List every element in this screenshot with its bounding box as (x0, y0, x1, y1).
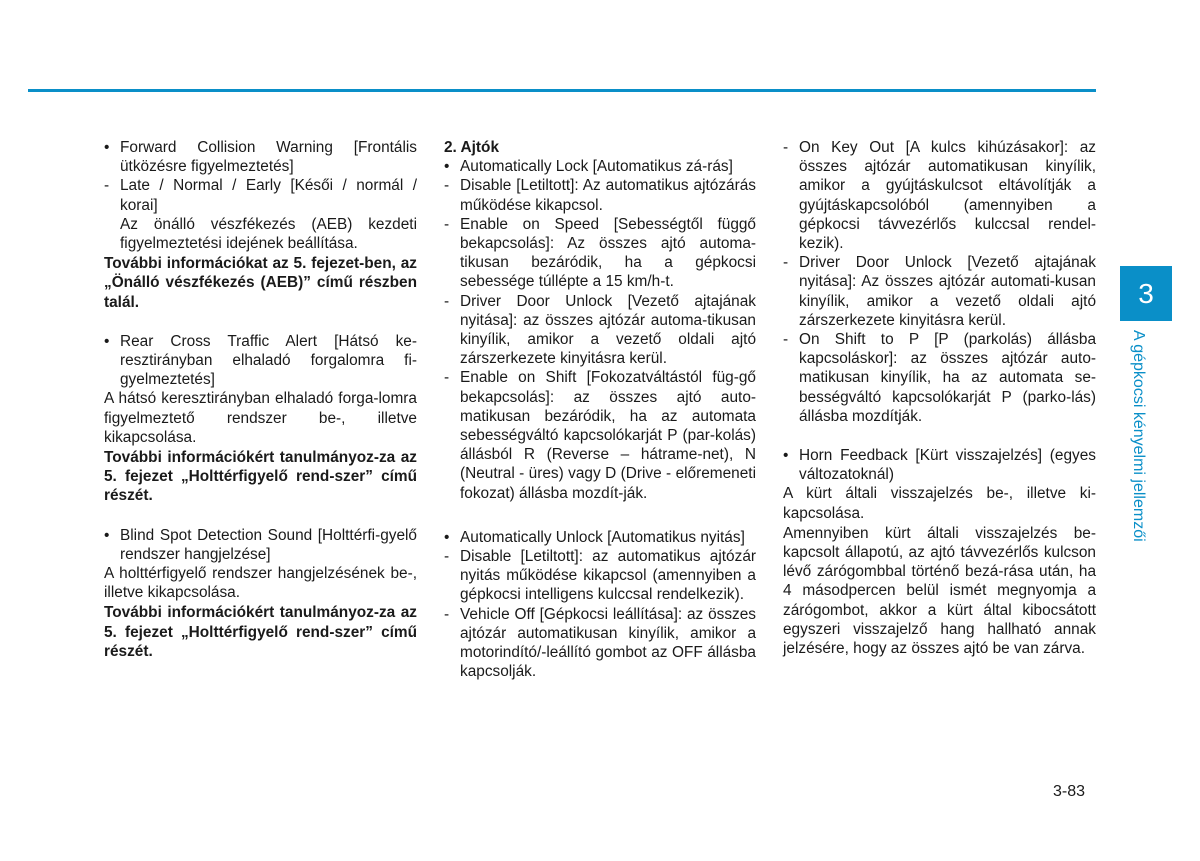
section-heading: 2. Ajtók (444, 139, 500, 156)
sub-item (783, 330, 1096, 426)
item-text: Automatically Unlock [Automatikus nyitás] (460, 528, 745, 546)
sub-item (444, 547, 756, 605)
header-rule (28, 89, 1096, 92)
item-text: Enable on Shift [Fokozatváltástól füg-gő bekapcsolás]: az összes ajtó auto-matikusan bezáródik, ha az automata sebességváltó kapcsolókarját P (par-kolás) állásból R (Reverse – hátrame-net), N (Neutral - üres) vagy D (Drive - előremeneti fokozat) állásba mozdít-ják. (460, 369, 756, 502)
chapter-title-vertical: A gépkocsi kényelmi jellemzői (1130, 330, 1147, 542)
item-text: Forward Collision Warning [Frontális ütközésre figyelmeztetés] (120, 139, 417, 176)
paragraph: A kürt általi visszajelzés be-, illetve ki-kapcsolása. (783, 485, 1096, 522)
dash: - (444, 177, 450, 195)
reference-note: További információkat az 5. fejezet-ben, az „Önálló vészfékezés (AEB)” című részben talál. (104, 255, 417, 311)
item-text: Automatically Lock [Automatikus zá-rás] (460, 158, 733, 176)
item-text: Enable on Speed [Sebességtől függő bekapcsolás]: Az összes ajtó automa-tikusan bezáródik, ha a gépkocsi sebessége túllépte a 15 km/h-t. (460, 215, 756, 291)
page-number: 3-83 (1053, 783, 1086, 800)
dash: - (783, 331, 789, 349)
sub-item (444, 292, 756, 369)
chapter-number-tab: 3 (1120, 266, 1172, 321)
item-description: A holttérfigyelő rendszer hangjelzésének be-, illetve kikapcsolása. (104, 565, 417, 602)
sub-item (444, 215, 756, 292)
list-item (104, 526, 417, 564)
dash: - (444, 292, 450, 310)
sub-item (444, 605, 756, 682)
item-text: Driver Door Unlock [Vezető ajtajának nyitása]: az összes ajtózár automa-tikusan kinyílik, amikor a vezető oldali ajtó zárszerkezete kinyitásra kerül. (460, 292, 756, 368)
dash: - (104, 177, 110, 195)
item-text: Blind Spot Detection Sound [Holttérfi-gyelő rendszer hangjelzése] (120, 526, 417, 563)
bullet: • (444, 158, 450, 176)
item-text: Rear Cross Traffic Alert [Hátsó ke-resztirányban elhaladó forgalomra fi-gyelmeztetés] (120, 332, 417, 389)
item-description: Az önálló vészfékezés (AEB) kezdeti figyelmeztetési idejének beállítása. (120, 215, 417, 253)
item-description: A hátsó keresztirányban elhaladó forga-lomra figyelmeztető rendszer be-, illetve kikapcsolása. (104, 390, 417, 446)
column-2 (444, 138, 756, 681)
dash: - (444, 215, 450, 233)
paragraph: Amennyiben kürt általi visszajelzés be-kapcsolt állapotú, az ajtó távvezérlős kulcson lévő zárógombbal történő bezá-rása után, ha 4 másodpercen belül ismét megnyomja a zárógombot, akkor a kürt által kibocsátott egyszeri visszajelző hang hallható annak jelzésére, hogy az összes ajtó be van zárva. (783, 524, 1096, 658)
list-item (444, 528, 756, 547)
bullet: • (783, 447, 789, 465)
dash: - (444, 369, 450, 387)
bullet: • (444, 528, 450, 546)
bullet: • (104, 332, 110, 350)
bullet: • (104, 139, 110, 156)
reference-note: További információkért tanulmányoz-za az 5. fejezet „Holttérfigyelő rend-szer” című részét. (104, 449, 417, 505)
dash: - (783, 139, 789, 156)
sub-item (104, 176, 417, 214)
item-text: On Key Out [A kulcs kihúzásakor]: az összes ajtózár automatikusan kinyílik, amikor a gyújtáskulcsot eltávolítják a gyújtáskapcsolóból (amennyiben a gépkocsi távvezérlős kulccsal rendel-kezik). (799, 139, 1096, 253)
list-item (444, 157, 756, 176)
list-item (104, 332, 417, 390)
sub-item (444, 176, 756, 214)
item-text: Disable [Letiltott]: Az automatikus ajtózárás működése kikapcsol. (460, 177, 756, 214)
dash: - (783, 254, 789, 272)
item-text: Horn Feedback [Kürt visszajelzés] (egyes változatoknál) (799, 447, 1096, 484)
dash: - (444, 548, 450, 566)
bullet: • (104, 526, 110, 544)
column-1 (104, 138, 417, 661)
sub-item (444, 368, 756, 502)
list-item (104, 138, 417, 176)
list-item (783, 446, 1096, 484)
sub-item (783, 253, 1096, 330)
sub-item (783, 138, 1096, 253)
item-text: Driver Door Unlock [Vezető ajtajának nyitása]: Az összes ajtózár automati-kusan kinyílik, amikor a vezető oldali ajtó zárszerkezete kinyitásra kerül. (799, 254, 1096, 329)
item-text: On Shift to P [P (parkolás) állásba kapcsoláskor]: az összes ajtózár auto-matikusan kinyílik, ha az automata se-bességváltó kapcsolókarját P (parko-lás) állásba mozdítják. (799, 331, 1096, 425)
item-text: Disable [Letiltott]: az automatikus ajtózár nyitás működése kikapcsol (amennyiben a gépkocsi intelligens kulccsal rendelkezik). (460, 548, 756, 604)
item-text: Vehicle Off [Gépkocsi leállítása]: az összes ajtózár automatikusan kinyílik, amikor a motorindító/-leállító gombot az OFF állásba kapcsolják. (460, 605, 756, 681)
item-text: Late / Normal / Early [Késői / normál / korai] (120, 177, 417, 214)
dash: - (444, 605, 450, 623)
reference-note: További információkért tanulmányoz-za az 5. fejezet „Holttérfigyelő rend-szer” című részét. (104, 604, 417, 660)
column-3 (783, 138, 1096, 658)
